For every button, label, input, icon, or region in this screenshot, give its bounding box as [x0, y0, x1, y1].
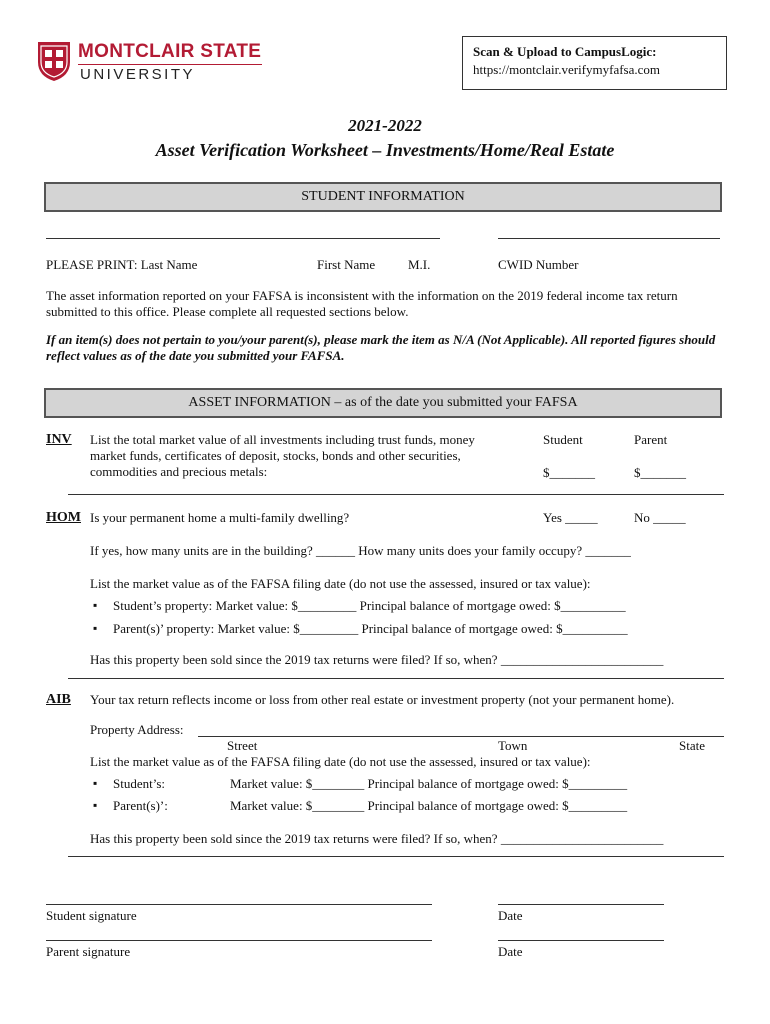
inv-parent-field[interactable]: $_______ [634, 465, 686, 480]
worksheet-title: Asset Verification Worksheet – Investments/Home/Real Estate [155, 140, 615, 160]
aib-market-intro: List the market value as of the FAFSA filing date (do not use the assessed, insured or tax value): [90, 754, 591, 769]
inv-text: List the total market value of all investments including trust funds, money market funds, certificates of deposit, stocks, bonds and other securities, commodities and precious metals: [90, 432, 475, 479]
logo-line2: UNIVERSITY [80, 66, 196, 83]
aib-state-label: State [679, 738, 705, 753]
inv-col-student: Student [543, 432, 583, 447]
student-signature-label: Student signature [46, 908, 137, 923]
scan-upload-url[interactable]: https://montclair.verifymyfafsa.com [473, 62, 661, 77]
parent-date-label: Date [498, 944, 523, 959]
hom-no-field[interactable]: No _____ [634, 510, 686, 525]
label-first-name: First Name [317, 257, 376, 272]
parent-signature-line[interactable] [46, 940, 432, 941]
parent-signature-label: Parent signature [46, 944, 131, 959]
logo-line1: MONTCLAIR STATE [78, 41, 262, 62]
aib-town-label: Town [498, 738, 528, 753]
hom-code: HOM [46, 510, 81, 525]
hom-student-property[interactable]: ▪ Student’s property: Market value: $_________ Principal balance of mortgage owed: $__________ [113, 598, 626, 614]
aib-parent-values[interactable]: Market value: $________ Principal balance of mortgage owed: $_________ [230, 798, 628, 813]
hom-yes-field[interactable]: Yes _____ [543, 510, 598, 525]
inv-col-parent: Parent [634, 432, 668, 447]
student-date-line[interactable] [498, 904, 664, 905]
aib-text: Your tax return reflects income or loss from other real estate or investment property (not your permanent home). [90, 692, 675, 707]
aib-address-line[interactable] [198, 736, 724, 737]
aib-street-label: Street [227, 738, 258, 753]
label-last-name: PLEASE PRINT: Last Name [46, 257, 198, 272]
asset-information-header: ASSET INFORMATION – as of the date you submitted your FAFSA [44, 388, 722, 418]
inv-student-field[interactable]: $_______ [543, 465, 595, 480]
aib-parent-label: ▪ Parent(s)’: [113, 798, 168, 814]
worksheet-year: 2021-2022 [348, 116, 422, 135]
aib-sold-text[interactable]: Has this property been sold since the 2019 tax returns were filed? If so, when? _________________________ [90, 831, 664, 846]
aib-student-label: ▪ Student’s: [113, 776, 165, 792]
name-input-line[interactable] [46, 238, 440, 239]
hom-parent-property[interactable]: ▪ Parent(s)’ property: Market value: $_________ Principal balance of mortgage owed: $__________ [113, 621, 628, 637]
intro-text: The asset information reported on your FAFSA is inconsistent with the information on the 2019 federal income tax return submitted to this office. Please complete all requested sections below. [46, 288, 678, 319]
shield-icon [36, 40, 72, 82]
scan-upload-box [462, 36, 727, 90]
aib-code: AIB [46, 692, 71, 707]
cwid-input-line[interactable] [498, 238, 720, 239]
aib-divider [68, 856, 724, 857]
label-cwid: CWID Number [498, 257, 579, 272]
student-signature-line[interactable] [46, 904, 432, 905]
scan-upload-title: Scan & Upload to CampusLogic: [473, 44, 657, 59]
parent-date-line[interactable] [498, 940, 664, 941]
hom-question: Is your permanent home a multi-family dwelling? [90, 510, 350, 525]
logo-rule [78, 64, 262, 65]
hom-market-intro: List the market value as of the FAFSA filing date (do not use the assessed, insured or tax value): [90, 576, 591, 591]
hom-sold-text[interactable]: Has this property been sold since the 2019 tax returns were filed? If so, when? _________________________ [90, 652, 664, 667]
aib-address-label: Property Address: [90, 722, 184, 737]
student-information-header: STUDENT INFORMATION [44, 182, 722, 212]
instruction-text: If an item(s) does not pertain to you/your parent(s), please mark the item as N/A (Not Applicable). All reported figures should reflect values as of the date you submitted your FAFSA. [46, 332, 716, 363]
university-logo [36, 40, 266, 84]
hom-divider [68, 678, 724, 679]
label-middle-initial: M.I. [408, 257, 431, 272]
aib-student-values[interactable]: Market value: $________ Principal balance of mortgage owed: $_________ [230, 776, 628, 791]
inv-divider [68, 494, 724, 495]
inv-code: INV [46, 432, 72, 447]
student-date-label: Date [498, 908, 523, 923]
hom-units-text[interactable]: If yes, how many units are in the building? ______ How many units does your family occupy? _______ [90, 543, 631, 558]
